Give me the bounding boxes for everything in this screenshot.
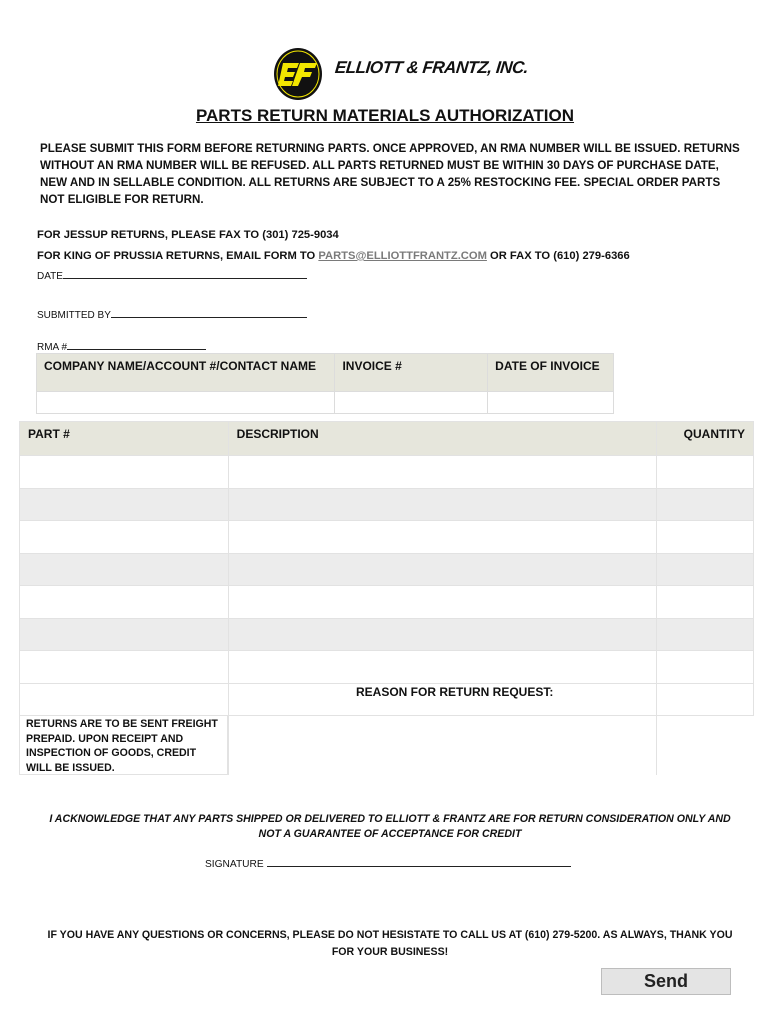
invoice-date-header: DATE OF INVOICE <box>488 354 614 392</box>
prussia-suffix: OR FAX TO (610) 279-6366 <box>486 250 630 262</box>
company-table-row <box>37 392 614 414</box>
part-number-input[interactable] <box>20 651 229 684</box>
rma-input-line[interactable] <box>67 340 206 350</box>
send-button[interactable]: Send <box>601 968 731 995</box>
description-input[interactable] <box>228 651 656 684</box>
prussia-return-instruction <box>37 250 630 262</box>
invoice-number-input[interactable] <box>335 392 488 414</box>
quantity-input[interactable] <box>657 553 754 586</box>
part-number-input[interactable] <box>20 521 229 554</box>
description-input[interactable] <box>228 618 656 651</box>
part-number-input[interactable] <box>20 586 229 619</box>
company-logo-icon <box>273 47 323 101</box>
table-row <box>20 586 754 619</box>
submitted-by-input-line[interactable] <box>111 308 307 318</box>
company-name-input[interactable] <box>37 392 335 414</box>
footer-contact-text: IF YOU HAVE ANY QUESTIONS OR CONCERNS, PLEASE DO NOT HESISTATE TO CALL US AT (610) 279-5200. AS ALWAYS, THANK YOU FOR YOUR BUSINESS! <box>47 929 733 958</box>
date-label: DATE <box>37 271 63 282</box>
description-input[interactable] <box>228 488 656 521</box>
description-input[interactable] <box>228 521 656 554</box>
part-number-input[interactable] <box>20 618 229 651</box>
signature-label: SIGNATURE <box>205 859 264 870</box>
reason-for-return-input[interactable] <box>228 715 657 775</box>
prussia-prefix: FOR KING OF PRUSSIA RETURNS, EMAIL FORM TO <box>37 250 319 262</box>
quantity-input[interactable] <box>657 651 754 684</box>
quantity-input[interactable] <box>657 488 754 521</box>
part-number-header: PART # <box>20 422 229 456</box>
quantity-input[interactable] <box>657 521 754 554</box>
acknowledgement-text: I ACKNOWLEDGE THAT ANY PARTS SHIPPED OR DELIVERED TO ELLIOTT & FRANTZ ARE FOR RETURN CONSIDERATION ONLY AND NOT A GUARANTEE OF ACCEPTANCE FOR CREDIT <box>49 813 731 840</box>
table-row <box>20 521 754 554</box>
reason-for-return-label: REASON FOR RETURN REQUEST: <box>356 685 554 699</box>
part-number-input[interactable] <box>20 683 229 716</box>
quantity-input[interactable] <box>657 456 754 489</box>
submitted-by-field[interactable] <box>37 308 307 321</box>
quantity-input[interactable] <box>657 586 754 619</box>
part-number-input[interactable] <box>20 553 229 586</box>
intro-instructions: PLEASE SUBMIT THIS FORM BEFORE RETURNING PARTS. ONCE APPROVED, AN RMA NUMBER WILL BE ISSUED. RETURNS WITHOUT AN RMA NUMBER WILL BE REFUSED. ALL PARTS RETURNED MUST BE WITHIN 30 DAYS OF PURCHASE DATE, NEW AND IN SELLABLE CONDITION. ALL RETURNS ARE SUBJECT TO A 25% RESTOCKING FEE. SPECIAL ORDER PARTS NOT ELIGIBLE FOR RETURN. <box>40 142 740 206</box>
signature-field[interactable] <box>205 857 571 870</box>
date-input-line[interactable] <box>63 269 307 279</box>
table-row <box>20 488 754 521</box>
invoice-number-header: INVOICE # <box>335 354 488 392</box>
quantity-header: QUANTITY <box>657 422 754 456</box>
date-field[interactable] <box>37 269 307 282</box>
company-info-table <box>36 353 614 414</box>
submitted-by-label: SUBMITTED BY <box>37 310 111 321</box>
parts-table <box>19 421 754 716</box>
rma-label: RMA # <box>37 342 68 353</box>
rma-field[interactable] <box>37 340 206 353</box>
company-table-header <box>37 354 614 392</box>
returns-freight-note: RETURNS ARE TO BE SENT FREIGHT PREPAID. UPON RECEIPT AND INSPECTION OF GOODS, CREDIT WILL BE ISSUED. <box>19 715 228 775</box>
description-input[interactable] <box>228 586 656 619</box>
signature-input-line[interactable] <box>267 857 571 867</box>
description-input[interactable] <box>228 456 656 489</box>
table-row <box>20 618 754 651</box>
form-title: PARTS RETURN MATERIALS AUTHORIZATION <box>195 106 575 125</box>
parts-table-header <box>20 422 754 456</box>
quantity-input[interactable] <box>657 618 754 651</box>
quantity-input[interactable] <box>657 683 754 716</box>
description-input[interactable] <box>228 553 656 586</box>
table-row <box>20 553 754 586</box>
description-header: DESCRIPTION <box>228 422 656 456</box>
table-row <box>20 456 754 489</box>
company-name: ELLIOTT & FRANTZ, INC. <box>334 58 530 77</box>
company-name-header: COMPANY NAME/ACCOUNT #/CONTACT NAME <box>37 354 335 392</box>
invoice-date-input[interactable] <box>488 392 614 414</box>
part-number-input[interactable] <box>20 456 229 489</box>
table-row <box>20 651 754 684</box>
jessup-fax-instruction: FOR JESSUP RETURNS, PLEASE FAX TO (301) 725-9034 <box>37 229 339 241</box>
parts-email-link[interactable]: PARTS@ELLIOTTFRANTZ.COM <box>318 250 487 262</box>
part-number-input[interactable] <box>20 488 229 521</box>
